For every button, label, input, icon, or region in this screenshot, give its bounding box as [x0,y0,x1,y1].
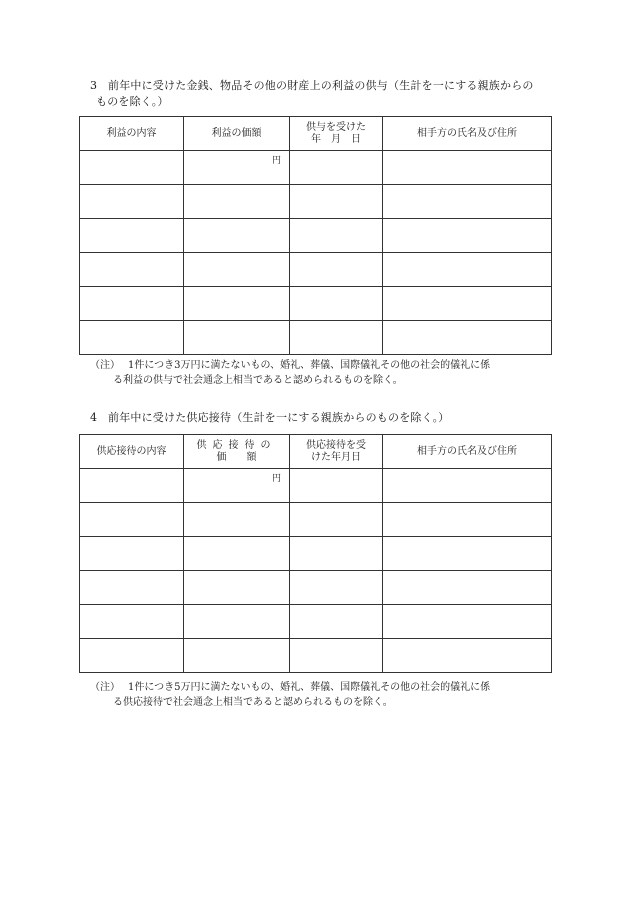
section4-cell-content[interactable] [80,639,184,673]
table-row [80,639,552,673]
section4-cell-value[interactable] [184,503,290,537]
table-row [80,151,552,185]
section4-cell-counterparty[interactable] [383,605,552,639]
table-row [80,321,552,355]
section3-col-date [290,117,383,151]
section3-col-value: 利益の価額 [184,117,290,151]
section3-cell-value[interactable] [184,253,290,287]
section4-note-line1: 1件につき5万円に満たないもの、婚礼、葬儀、国際儀礼その他の社会的儀礼に係 [128,682,491,693]
table-row [80,605,552,639]
section3-yen-unit: 円 [271,156,281,166]
section3-cell-content[interactable] [80,287,184,321]
section4-cell-date[interactable] [290,503,383,537]
section3-cell-value[interactable] [184,321,290,355]
section4-col-value [184,435,290,469]
section3-cell-counterparty[interactable] [383,321,552,355]
section4-cell-value[interactable] [184,639,290,673]
section4-note-line2: る供応接待で社会通念上相当であると認められるものを除く。 [113,697,393,708]
section4-cell-counterparty[interactable] [383,571,552,605]
section3-heading [78,78,558,110]
section4-cell-counterparty[interactable] [383,503,552,537]
section4-col-date [290,435,383,469]
section3-note-line1: 1件につき3万円に満たないもの、婚礼、葬儀、国際儀礼その他の社会的儀礼に係 [128,360,491,371]
section3-cell-value[interactable] [184,151,290,185]
section3-cell-counterparty[interactable] [383,253,552,287]
section4-cell-content[interactable] [80,605,184,639]
section3-cell-content[interactable] [80,219,184,253]
table-row [80,503,552,537]
table-row [80,469,552,503]
section4-cell-value[interactable] [184,537,290,571]
table-row [80,537,552,571]
section4-cell-value[interactable] [184,469,290,503]
section3-cell-content[interactable] [80,253,184,287]
table-row [80,185,552,219]
section4-note [90,680,560,710]
section4-cell-content[interactable] [80,469,184,503]
table-row [80,287,552,321]
section4-cell-date[interactable] [290,469,383,503]
section3-heading-line1: 前年中に受けた金銭、物品その他の財産上の利益の供与（生計を一にする親族からの [108,79,534,92]
section3-cell-counterparty[interactable] [383,185,552,219]
section3-col-date-line1: 供与を受けた [306,121,366,133]
section3-cell-value[interactable] [184,185,290,219]
section3-cell-counterparty[interactable] [383,287,552,321]
section3-cell-date[interactable] [290,321,383,355]
section4-table [79,434,552,673]
section3-header-row [80,117,552,151]
section4-col-content: 供応接待の内容 [80,435,184,469]
section4-note-tag: （注） [90,682,120,693]
section3-col-counterparty: 相手方の氏名及び住所 [383,117,552,151]
section3-note-line2: る利益の供与で社会通念上相当であると認められるものを除く。 [113,375,403,386]
section4-cell-counterparty[interactable] [383,469,552,503]
section4-cell-date[interactable] [290,571,383,605]
section3-cell-date[interactable] [290,253,383,287]
section3-cell-date[interactable] [290,151,383,185]
section3-cell-value[interactable] [184,287,290,321]
section4-col-date-line2: けた年月日 [311,451,361,463]
section3-table [79,116,552,355]
section3-col-date-line2: 年 月 日 [311,133,361,145]
section4-cell-content[interactable] [80,571,184,605]
section4-header-row [80,435,552,469]
section4-number: 4 [90,411,98,424]
section4-col-counterparty: 相手方の氏名及び住所 [383,435,552,469]
table-row [80,219,552,253]
section4-cell-content[interactable] [80,537,184,571]
section4-heading [78,410,558,426]
section3-note-tag: （注） [90,360,120,371]
section4-cell-counterparty[interactable] [383,537,552,571]
section4-cell-counterparty[interactable] [383,639,552,673]
section3-cell-date[interactable] [290,287,383,321]
section4-cell-date[interactable] [290,639,383,673]
section4-yen-unit: 円 [271,474,281,484]
section3-cell-date[interactable] [290,185,383,219]
section3-cell-date[interactable] [290,219,383,253]
section4-heading-line1: 前年中に受けた供応接待（生計を一にする親族からのものを除く。） [108,411,450,424]
section3-cell-content[interactable] [80,321,184,355]
section4-col-date-line1: 供応接待を受 [306,439,366,451]
section4-col-value-line2: 価 額 [216,451,257,463]
section3-cell-value[interactable] [184,219,290,253]
section4-col-value-line1: 供応接待の [196,439,277,451]
section4-cell-content[interactable] [80,503,184,537]
table-row [80,571,552,605]
section3-cell-counterparty[interactable] [383,219,552,253]
section3-cell-counterparty[interactable] [383,151,552,185]
section3-heading-line2: ものを除く。） [96,95,169,108]
section3-col-content: 利益の内容 [80,117,184,151]
section3-cell-content[interactable] [80,151,184,185]
section4-cell-value[interactable] [184,605,290,639]
section4-cell-date[interactable] [290,537,383,571]
section3-cell-content[interactable] [80,185,184,219]
section3-note [90,358,560,388]
table-row [80,253,552,287]
section4-cell-value[interactable] [184,571,290,605]
section3-number: 3 [90,79,98,92]
section4-cell-date[interactable] [290,605,383,639]
